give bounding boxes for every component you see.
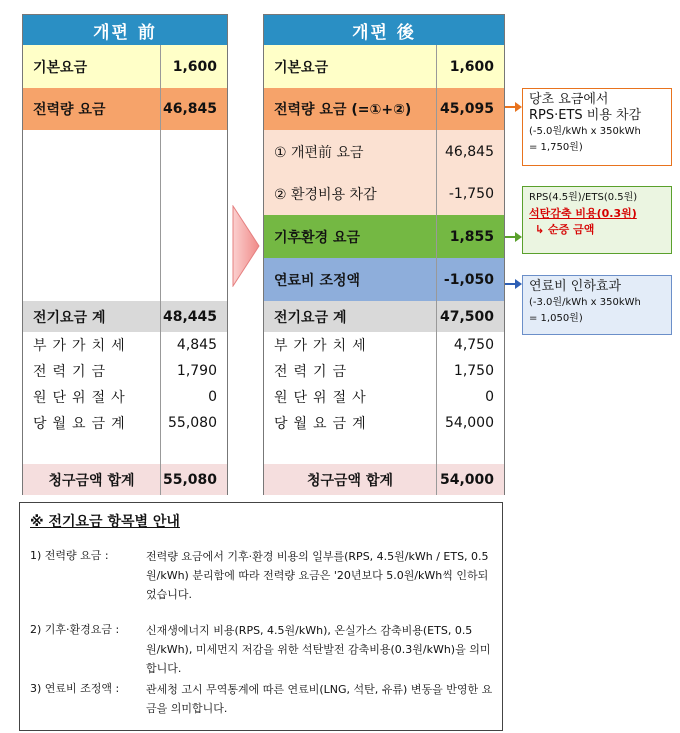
note-text: 관세청 고시 무역통계에 따른 연료비(LNG, 석탄, 유류) 변동을 반영한 요금을 의미합니다. [146,683,493,715]
row-value: 1,855 [436,215,504,258]
row-label: 부가가치세 [33,338,131,354]
after-header: 개편 後 [264,15,504,45]
row-value: 55,080 [160,410,227,436]
orange-arrow-head-icon [515,102,522,112]
table-row [264,358,504,384]
row-label: 원단위절사 [33,390,131,406]
table-row [264,215,504,258]
callout-line: 석탄감축 비용(0.3원) [529,207,637,220]
row-value: 48,445 [160,301,227,332]
table-row [23,88,227,130]
row-label: 기본요금 [274,59,329,76]
spacer-row [23,436,227,464]
callout-line: (-5.0원/kWh x 350kWh [529,126,641,137]
table-row [23,464,227,495]
table-row [264,301,504,332]
row-value: 46,845 [160,88,227,130]
callout-line: 연료비 인하효과 [529,279,622,294]
row-value: 4,845 [160,332,227,358]
row-value: 0 [160,384,227,410]
row-label: ② 환경비용 차감 [274,187,377,203]
table-row [23,301,227,332]
row-label: 청구금액 합계 [48,472,135,489]
callout-rps-ets-deduction [522,88,672,166]
empty-block [23,130,227,301]
table-row [264,464,504,495]
table-row [264,173,504,215]
before-header: 개편 前 [23,15,227,45]
blue-arrow-head-icon [515,279,522,289]
note-text: 신재생에너지 비용(RPS, 4.5원/kWh), 온실가스 감축비용(ETS, 0.5원/kWh), 미세먼지 저감을 위한 석탄발전 감축비용(0.3원/kWh)을 의미합니다. [146,624,491,675]
row-value: 1,790 [160,358,227,384]
callout-line: 당초 요금에서 [529,92,609,107]
table-row [23,45,227,88]
row-value: 4,750 [436,332,504,358]
notes-box [19,502,503,731]
spacer-row [264,436,504,464]
callout-line: (-3.0원/kWh x 350kWh [529,297,641,308]
row-value: 1,600 [160,45,227,88]
row-value: 45,095 [436,88,504,130]
table-row [264,45,504,88]
row-label: ① 개편前 요금 [274,144,364,161]
table-row [23,384,227,410]
callout-fuel-cost [522,275,672,335]
green-arrow-head-icon [515,232,522,242]
row-label: 청구금액 합계 [306,472,394,489]
table-row [23,410,227,436]
table-row [23,358,227,384]
note-label: 2) 기후·환경요금 : [30,623,120,636]
row-value: 1,750 [436,358,504,384]
row-label: 전력량 요금 (=①+②) [274,102,412,118]
row-label: 원단위절사 [274,390,372,406]
table-row [264,384,504,410]
row-value: 0 [436,384,504,410]
callout-line: = 1,050원) [529,313,583,324]
table-row [264,130,504,173]
note-label: 3) 연료비 조정액 : [30,682,120,695]
table-row [264,258,504,301]
row-label: 당월요금계 [274,416,372,432]
row-label: 전기요금 계 [274,309,347,326]
before-table [22,14,228,495]
row-value: 1,600 [436,45,504,88]
row-value: 55,080 [160,464,227,495]
callout-line: = 1,750원) [529,142,583,153]
row-label: 전기요금 계 [33,309,106,326]
note-label: 1) 전력량 요금 : [30,549,109,562]
row-value: -1,750 [436,173,504,215]
callout-line: RPS·ETS 비용 차감 [529,108,642,123]
after-table [263,14,505,495]
table-row [264,332,504,358]
row-value: 47,500 [436,301,504,332]
row-label: 기본요금 [33,59,88,76]
row-value: -1,050 [436,258,504,301]
callout-line: ↳ 순증 금액 [535,223,595,236]
row-label: 전력기금 [274,364,353,380]
table-row [264,88,504,130]
callout-line: RPS(4.5원)/ETS(0.5원) [529,192,638,203]
row-label: 연료비 조정액 [274,272,361,289]
row-value: 54,000 [436,464,504,495]
notes-title: ※ 전기요금 항목별 안내 [30,514,180,530]
row-label: 전력기금 [33,364,112,380]
row-label: 기후환경 요금 [274,229,361,246]
row-value: 46,845 [436,130,504,173]
row-label: 당월요금계 [33,416,131,432]
row-label: 전력량 요금 [33,102,106,118]
table-row [264,410,504,436]
transition-arrow-icon [232,205,260,287]
callout-climate-cost [522,186,672,254]
row-label: 부가가치세 [274,338,372,354]
table-row [23,332,227,358]
note-text: 전력량 요금에서 기후·환경 비용의 일부를(RPS, 4.5원/kWh / ETS, 0.5원/kWh) 분리함에 따라 전력량 요금은 '20년보다 5.0원/kWh씩 인하되었습니다. [146,550,489,601]
row-value: 54,000 [436,410,504,436]
